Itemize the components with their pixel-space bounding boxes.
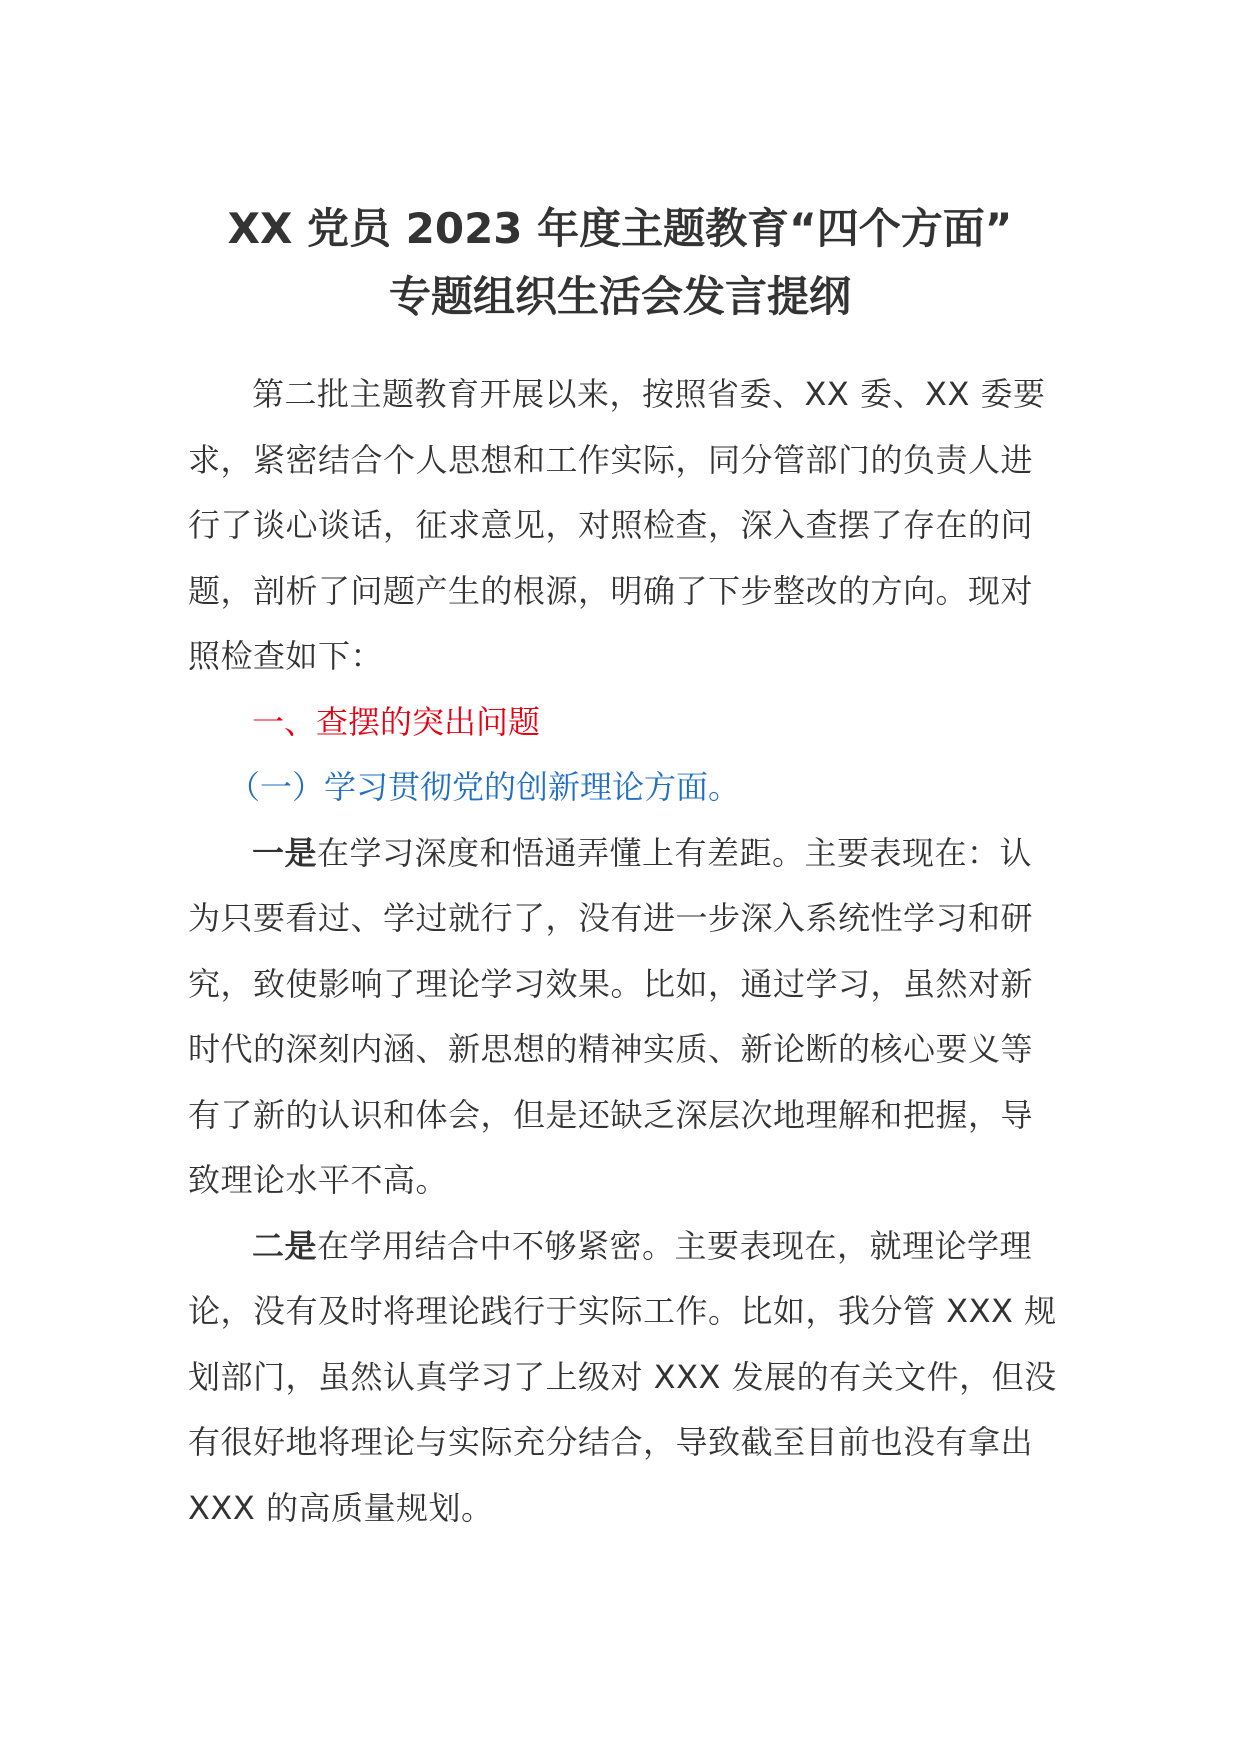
- section-heading: 一、查摆的突出问题: [252, 702, 541, 741]
- point-two-line: 论，没有及时将理论践行于实际工作。比如，我分管 XXX 规: [188, 1292, 1057, 1330]
- intro-line: 第二批主题教育开展以来，按照省委、XX 委、XX 委要: [252, 375, 1046, 413]
- point-one-line: 为只要看过、学过就行了，没有进一步深入系统性学习和研: [188, 899, 1034, 937]
- point-one-first-line: [188, 821, 1048, 887]
- point-one-line: 致理论水平不高。: [188, 1161, 449, 1199]
- point-two-line: 划部门，虽然认真学习了上级对 XXX 发展的有关文件，但没: [188, 1357, 1057, 1396]
- subsection-heading: （一）学习贯彻党的创新理论方面。: [228, 768, 741, 806]
- point-one-line: 时代的深刻内涵、新思想的精神实质、新论断的核心要义等: [188, 1030, 1034, 1068]
- point-two-first-line: [188, 1214, 1048, 1280]
- point-two-line: 有很好地将理论与实际充分结合，导致截至目前也没有拿出: [188, 1423, 1034, 1461]
- intro-paragraph: [188, 362, 1048, 690]
- document-title-line-2: 专题组织生活会发言提纲: [388, 272, 851, 321]
- point-one-paragraph: [188, 821, 1048, 1214]
- intro-line: 行了谈心谈话，征求意见，对照检查，深入查摆了存在的问: [188, 506, 1034, 544]
- document-body: [188, 362, 1057, 1541]
- intro-line: 照检查如下：: [188, 637, 384, 675]
- point-one-line: 究，致使影响了理论学习效果。比如，通过学习，虽然对新: [188, 964, 1034, 1003]
- point-two-paragraph: [188, 1214, 1057, 1542]
- point-two-first-text: 在学用结合中不够紧密。主要表现在，就理论学理: [317, 1226, 1033, 1265]
- document-title-line-1: XX 党员 2023 年度主题教育“四个方面”: [227, 204, 1013, 253]
- point-two-line: XXX 的高质量规划。: [188, 1488, 494, 1527]
- point-one-first-text: 在学习深度和悟通弄懂上有差距。主要表现在：认: [317, 833, 1033, 872]
- point-one-label: 一是: [252, 833, 318, 872]
- intro-line: 求，紧密结合个人思想和工作实际，同分管部门的负责人进: [188, 440, 1034, 479]
- intro-line: 题，剖析了问题产生的根源，明确了下步整改的方向。现对: [188, 571, 1034, 610]
- point-two-label: 二是: [252, 1226, 318, 1265]
- point-one-line: 有了新的认识和体会，但是还缺乏深层次地理解和把握，导: [188, 1095, 1034, 1134]
